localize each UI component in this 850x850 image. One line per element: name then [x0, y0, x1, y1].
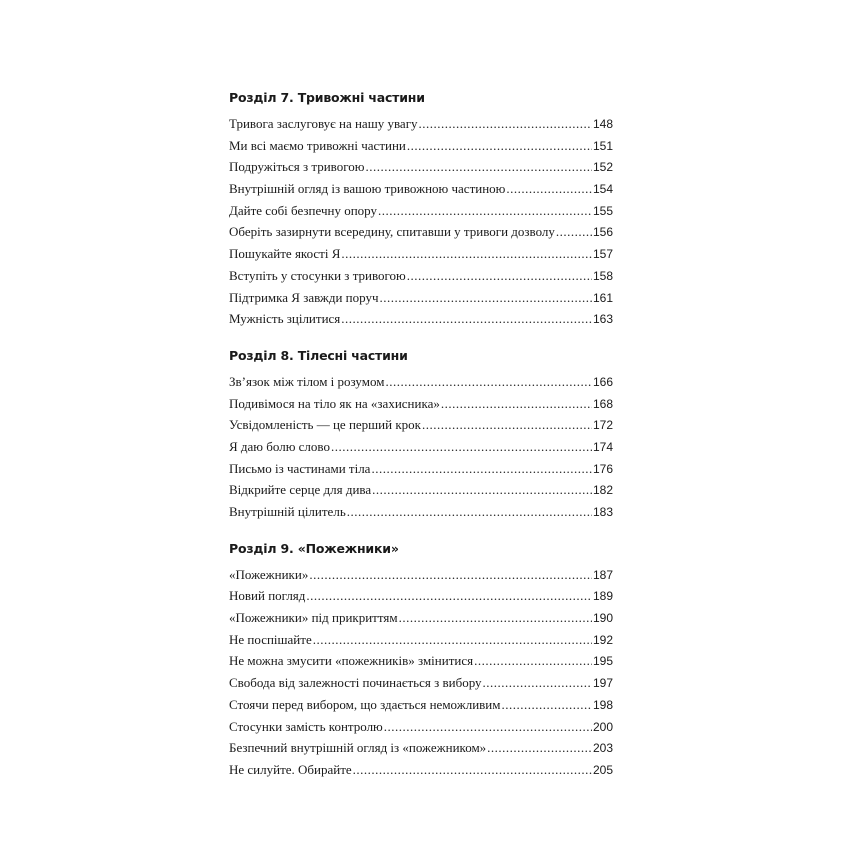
- page-number: 158: [592, 268, 613, 283]
- page-number: 183: [592, 505, 613, 519]
- dot-leader: [353, 759, 592, 781]
- page-number: 200: [592, 719, 613, 734]
- entry-title: Стоячи перед вибором, що здається неможливим: [229, 696, 501, 712]
- chapter-title: Розділ 7. Тривожні частини: [229, 90, 425, 105]
- dot-leader: [399, 607, 592, 629]
- chapter-9: [229, 539, 613, 781]
- toc-entry: [229, 135, 613, 157]
- toc-entry: [229, 243, 613, 265]
- dot-leader: [347, 501, 592, 523]
- dot-leader: [407, 135, 592, 157]
- dot-leader: [331, 436, 592, 458]
- toc-entry: [229, 458, 613, 480]
- table-of-contents: [229, 88, 613, 797]
- toc-entry: [229, 607, 613, 629]
- toc-entry: [229, 200, 613, 222]
- toc-entry: [229, 564, 613, 586]
- dot-leader: [422, 414, 592, 436]
- chapter-title: Розділ 8. Тілесні частини: [229, 347, 408, 363]
- toc-entry: [229, 479, 613, 501]
- entry-title: Не поспішайте: [229, 631, 312, 647]
- entry-title: Дайте собі безпечну опору: [229, 202, 377, 218]
- toc-entry: [229, 371, 613, 393]
- toc-entry: [229, 759, 613, 781]
- page-number: 174: [592, 439, 613, 454]
- dot-leader: [309, 564, 592, 586]
- entry-title: Внутрішній цілитель: [229, 504, 346, 519]
- page-number: 195: [592, 654, 613, 669]
- toc-entry: [229, 694, 613, 716]
- dot-leader: [501, 694, 591, 716]
- page-number: 166: [592, 374, 613, 389]
- page-number: 148: [592, 117, 613, 131]
- dot-leader: [474, 650, 592, 672]
- page-number: 189: [592, 589, 613, 604]
- dot-leader: [372, 479, 592, 501]
- page-number: 163: [592, 312, 613, 327]
- entry-title: Пошукайте якості Я: [229, 246, 341, 262]
- entry-title: Зв’язок між тілом і розумом: [229, 373, 385, 389]
- entry-title: Подружіться з тривогою: [229, 159, 365, 175]
- chapter-title: Розділ 9. «Пожежники»: [229, 540, 399, 556]
- toc-entry: [229, 585, 613, 607]
- page-number: 182: [592, 483, 613, 498]
- page-number: 192: [592, 632, 613, 647]
- dot-leader: [419, 113, 592, 135]
- toc-entry: [229, 501, 613, 523]
- page-number: 155: [592, 203, 613, 218]
- page-number: 151: [592, 138, 613, 153]
- toc-entry: [229, 221, 613, 243]
- entry-title: Новий погляд: [229, 588, 306, 604]
- page-number: 198: [592, 697, 613, 712]
- entry-title: Не можна змусити «пожежників» змінитися: [229, 653, 474, 669]
- dot-leader: [365, 156, 592, 178]
- entry-title: Стосунки замість контролю: [229, 718, 383, 734]
- page-number: 197: [592, 676, 613, 691]
- entry-title: Усвідомленість — це перший крок: [229, 417, 421, 433]
- toc-entry: [229, 672, 613, 694]
- entry-title: Відкрийте серце для дива: [229, 482, 372, 498]
- dot-leader: [341, 243, 592, 265]
- chapter-8: [229, 346, 613, 523]
- page-number: 205: [592, 762, 613, 777]
- entry-title: Підтримка Я завжди поруч: [229, 289, 379, 305]
- entry-title: Я даю болю слово: [229, 438, 330, 454]
- page-number: 176: [592, 461, 613, 476]
- dot-leader: [371, 458, 592, 480]
- chapter-7: [229, 88, 613, 330]
- toc-entry: [229, 414, 613, 436]
- page-number: 154: [592, 182, 613, 197]
- dot-leader: [380, 287, 592, 309]
- page-number: 190: [592, 611, 613, 626]
- dot-leader: [378, 200, 592, 222]
- entry-title: «Пожежники»: [229, 566, 309, 582]
- toc-entry: [229, 113, 613, 135]
- dot-leader: [384, 716, 592, 738]
- entry-title: Тривога заслуговує на нашу увагу: [229, 116, 418, 131]
- page-number: 161: [592, 290, 613, 305]
- page-number: 203: [592, 741, 613, 756]
- toc-entry: [229, 716, 613, 738]
- entry-title: Мужність зцілитися: [229, 311, 341, 327]
- toc-entry: [229, 393, 613, 415]
- dot-leader: [483, 672, 592, 694]
- dot-leader: [385, 371, 592, 393]
- entry-title: Безпечний внутрішній огляд із «пожежником»: [229, 740, 487, 756]
- page-number: 152: [592, 160, 613, 175]
- toc-entry: [229, 156, 613, 178]
- dot-leader: [487, 737, 592, 759]
- page-number: 187: [592, 567, 613, 582]
- toc-entry: [229, 436, 613, 458]
- dot-leader: [341, 308, 592, 330]
- entry-title: Подивімося на тіло як на «захисника»: [229, 395, 440, 411]
- dot-leader: [306, 585, 592, 607]
- dot-leader: [441, 393, 592, 415]
- toc-entry: [229, 308, 613, 330]
- entry-title: Внутрішній огляд із вашою тривожною частиною: [229, 181, 506, 197]
- toc-entry: [229, 629, 613, 651]
- entry-title: Не силуйте. Обирайте: [229, 761, 352, 777]
- page-number: 168: [592, 396, 613, 411]
- dot-leader: [313, 629, 592, 651]
- page-number: 157: [592, 247, 613, 262]
- toc-entry: [229, 737, 613, 759]
- toc-entry: [229, 287, 613, 309]
- entry-title: Вступіть у стосунки з тривогою: [229, 267, 406, 283]
- page-number: 156: [592, 225, 613, 240]
- entry-title: Свобода від залежності починається з вибору: [229, 675, 482, 691]
- toc-entry: [229, 178, 613, 200]
- entry-title: Оберіть зазирнути всередину, спитавши у тривоги дозволу: [229, 224, 555, 240]
- entry-title: Ми всі маємо тривожні частини: [229, 137, 406, 153]
- toc-entry: [229, 265, 613, 287]
- toc-entry: [229, 650, 613, 672]
- page-number: 172: [592, 418, 613, 433]
- dot-leader: [407, 265, 592, 287]
- entry-title: Письмо із частинами тіла: [229, 460, 371, 476]
- dot-leader: [556, 221, 592, 243]
- entry-title: «Пожежники» під прикриттям: [229, 610, 398, 626]
- dot-leader: [506, 178, 592, 200]
